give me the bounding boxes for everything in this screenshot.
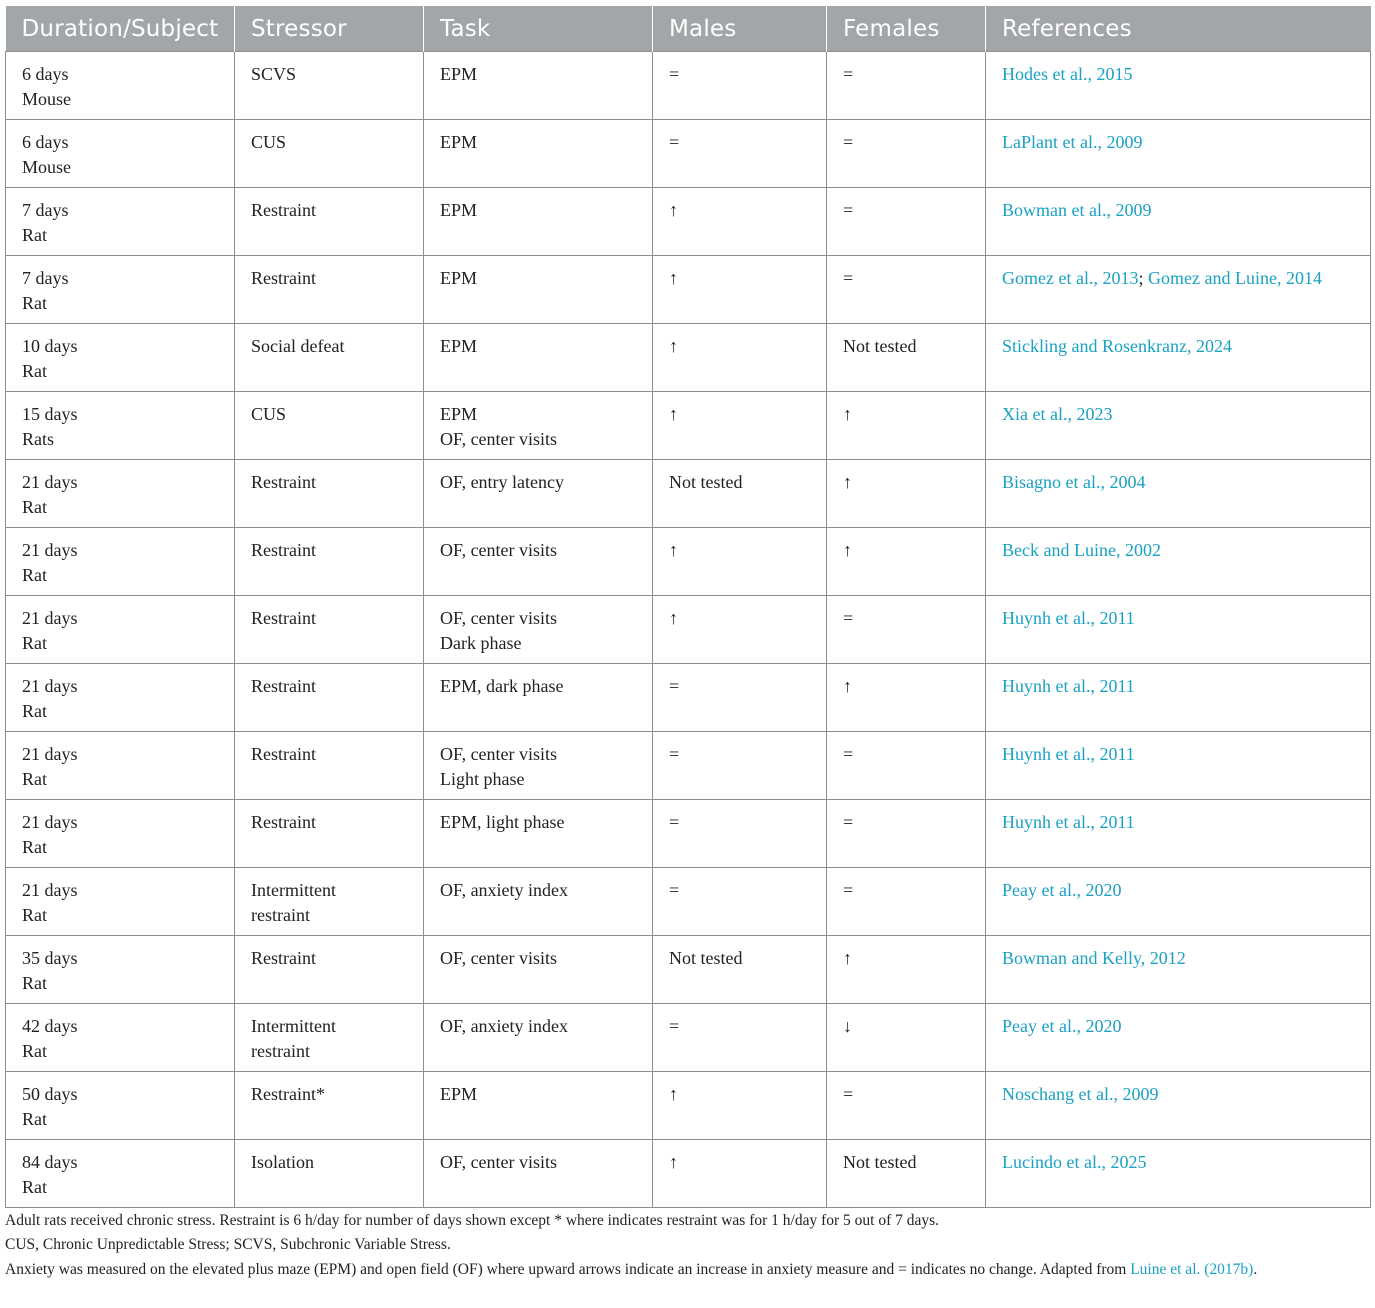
footnote-3 [5,1258,1370,1282]
task-cell: OF, center visits [424,1140,653,1208]
reference-link[interactable]: LaPlant et al., 2009 [1002,132,1143,152]
references-cell [986,936,1371,1004]
task-cell: OF, entry latency [424,460,653,528]
header-references: References [986,6,1371,52]
header-duration: Duration/Subject [6,6,235,52]
stressor-cell: Restraint [235,664,424,732]
duration-cell: 84 days Rat [6,1140,235,1208]
stressor-cell: CUS [235,120,424,188]
table-row [6,596,1371,664]
footnote-1: Adult rats received chronic stress. Restraint is 6 h/day for number of days shown except * where indicates restraint was for 1 h/day for 5 out of 7 days. [5,1212,940,1229]
females-cell: = [827,120,986,188]
duration-cell: 21 days Rat [6,868,235,936]
duration-cell: 50 days Rat [6,1072,235,1140]
females-cell: Not tested [827,1140,986,1208]
duration-cell: 21 days Rat [6,664,235,732]
duration-cell: 42 days Rat [6,1004,235,1072]
duration-cell: 15 days Rats [6,392,235,460]
table-row [6,1140,1371,1208]
header-row [6,6,1371,52]
males-cell: = [653,868,827,936]
references-cell [986,324,1371,392]
females-cell: = [827,732,986,800]
footnote-3-end: . [1253,1260,1258,1278]
females-cell: ↑ [827,528,986,596]
reference-link[interactable]: Peay et al., 2020 [1002,880,1122,900]
reference-link[interactable]: Huynh et al., 2011 [1002,608,1135,628]
females-cell: = [827,800,986,868]
table-row [6,188,1371,256]
duration-cell: 6 days Mouse [6,52,235,120]
references-cell [986,52,1371,120]
stressor-cell: Isolation [235,1140,424,1208]
stressor-cell: Intermittent restraint [235,1004,424,1072]
task-cell: EPM [424,324,653,392]
footnote-source-link[interactable]: Luine et al. (2017b) [1130,1260,1254,1278]
stressor-cell: Restraint [235,936,424,1004]
references-cell [986,256,1371,324]
task-cell: OF, anxiety index [424,868,653,936]
task-cell: OF, center visits Dark phase [424,596,653,664]
task-cell: OF, anxiety index [424,1004,653,1072]
stressor-cell: CUS [235,392,424,460]
task-cell: EPM, dark phase [424,664,653,732]
references-cell [986,800,1371,868]
reference-link[interactable]: Noschang et al., 2009 [1002,1084,1159,1104]
footnote-2: CUS, Chronic Unpredictable Stress; SCVS, Subchronic Variable Stress. [5,1236,451,1254]
footnote-3-text: Anxiety was measured on the elevated plus maze (EPM) and open field (OF) where upward arrows indicate an increase in anxiety measure and = indicates no change. Adapted from [5,1260,1131,1278]
males-cell: = [653,52,827,120]
table-row [6,732,1371,800]
task-cell: OF, center visits Light phase [424,732,653,800]
stressor-cell: SCVS [235,52,424,120]
males-cell: ↑ [653,1072,827,1140]
table-row [6,528,1371,596]
reference-link[interactable]: Huynh et al., 2011 [1002,744,1135,764]
references-cell [986,460,1371,528]
duration-cell: 35 days Rat [6,936,235,1004]
males-cell: ↑ [653,188,827,256]
reference-link[interactable]: Xia et al., 2023 [1002,404,1113,424]
reference-link[interactable]: Hodes et al., 2015 [1002,64,1133,84]
task-cell: EPM, light phase [424,800,653,868]
males-cell: = [653,120,827,188]
table-row [6,460,1371,528]
references-cell [986,120,1371,188]
header-females: Females [827,6,986,52]
table-row [6,800,1371,868]
task-cell: OF, center visits [424,936,653,1004]
reference-link[interactable]: Huynh et al., 2011 [1002,676,1135,696]
males-cell: = [653,1004,827,1072]
references-cell [986,1140,1371,1208]
references-cell [986,528,1371,596]
males-cell: = [653,800,827,868]
task-cell: EPM OF, center visits [424,392,653,460]
males-cell: Not tested [653,936,827,1004]
table-row [6,868,1371,936]
table-footnotes [5,1209,1370,1282]
table-row [6,120,1371,188]
table-row [6,664,1371,732]
duration-cell: 7 days Rat [6,256,235,324]
references-cell [986,1072,1371,1140]
table-row [6,936,1371,1004]
stressor-cell: Restraint [235,596,424,664]
references-cell [986,392,1371,460]
females-cell: = [827,1072,986,1140]
references-cell [986,664,1371,732]
females-cell: ↑ [827,936,986,1004]
duration-cell: 21 days Rat [6,732,235,800]
header-males: Males [653,6,827,52]
duration-cell: 10 days Rat [6,324,235,392]
stressor-cell: Restraint [235,732,424,800]
reference-link[interactable]: Stickling and Rosenkranz, 2024 [1002,336,1232,356]
table-row [6,1004,1371,1072]
stressor-cell: Restraint* [235,1072,424,1140]
reference-link[interactable]: Huynh et al., 2011 [1002,812,1135,832]
reference-separator: ; [1138,268,1148,288]
females-cell: = [827,52,986,120]
stressor-cell: Restraint [235,188,424,256]
duration-cell: 21 days Rat [6,596,235,664]
header-stressor: Stressor [235,6,424,52]
females-cell: = [827,596,986,664]
females-cell: ↑ [827,664,986,732]
reference-link[interactable]: Bisagno et al., 2004 [1002,472,1146,492]
females-cell: = [827,868,986,936]
reference-link[interactable]: Gomez et al., 2013 [1002,268,1139,288]
stressor-cell: Intermittent restraint [235,868,424,936]
references-cell [986,1004,1371,1072]
stressor-cell: Restraint [235,256,424,324]
females-cell: Not tested [827,324,986,392]
table-row [6,392,1371,460]
task-cell: EPM [424,256,653,324]
females-cell: = [827,188,986,256]
males-cell: ↑ [653,528,827,596]
males-cell: ↑ [653,324,827,392]
duration-cell: 6 days Mouse [6,120,235,188]
results-table [5,6,1371,1208]
females-cell: ↓ [827,1004,986,1072]
stressor-cell: Restraint [235,800,424,868]
males-cell: ↑ [653,392,827,460]
task-cell: EPM [424,1072,653,1140]
table-row [6,256,1371,324]
reference-link[interactable]: Bowman et al., 2009 [1002,200,1152,220]
stressor-cell: Restraint [235,528,424,596]
stressor-cell: Restraint [235,460,424,528]
males-cell: = [653,664,827,732]
header-task: Task [424,6,653,52]
females-cell: ↑ [827,392,986,460]
males-cell: ↑ [653,256,827,324]
duration-cell: 21 days Rat [6,528,235,596]
table-row [6,1072,1371,1140]
males-cell: ↑ [653,596,827,664]
reference-link[interactable]: Bowman and Kelly, 2012 [1002,948,1186,968]
duration-cell: 7 days Rat [6,188,235,256]
reference-link[interactable]: Peay et al., 2020 [1002,1016,1122,1036]
references-cell [986,868,1371,936]
references-cell [986,596,1371,664]
table-row [6,324,1371,392]
reference-link[interactable]: Beck and Luine, 2002 [1002,540,1161,560]
task-cell: EPM [424,188,653,256]
females-cell: ↑ [827,460,986,528]
males-cell: = [653,732,827,800]
task-cell: EPM [424,120,653,188]
females-cell: = [827,256,986,324]
males-cell: ↑ [653,1140,827,1208]
stressor-cell: Social defeat [235,324,424,392]
task-cell: OF, center visits [424,528,653,596]
reference-link[interactable]: Gomez and Luine, 2014 [1147,268,1322,288]
references-cell [986,732,1371,800]
reference-link[interactable]: Lucindo et al., 2025 [1002,1152,1147,1172]
table-row [6,52,1371,120]
task-cell: EPM [424,52,653,120]
duration-cell: 21 days Rat [6,800,235,868]
duration-cell: 21 days Rat [6,460,235,528]
references-cell [986,188,1371,256]
males-cell: Not tested [653,460,827,528]
